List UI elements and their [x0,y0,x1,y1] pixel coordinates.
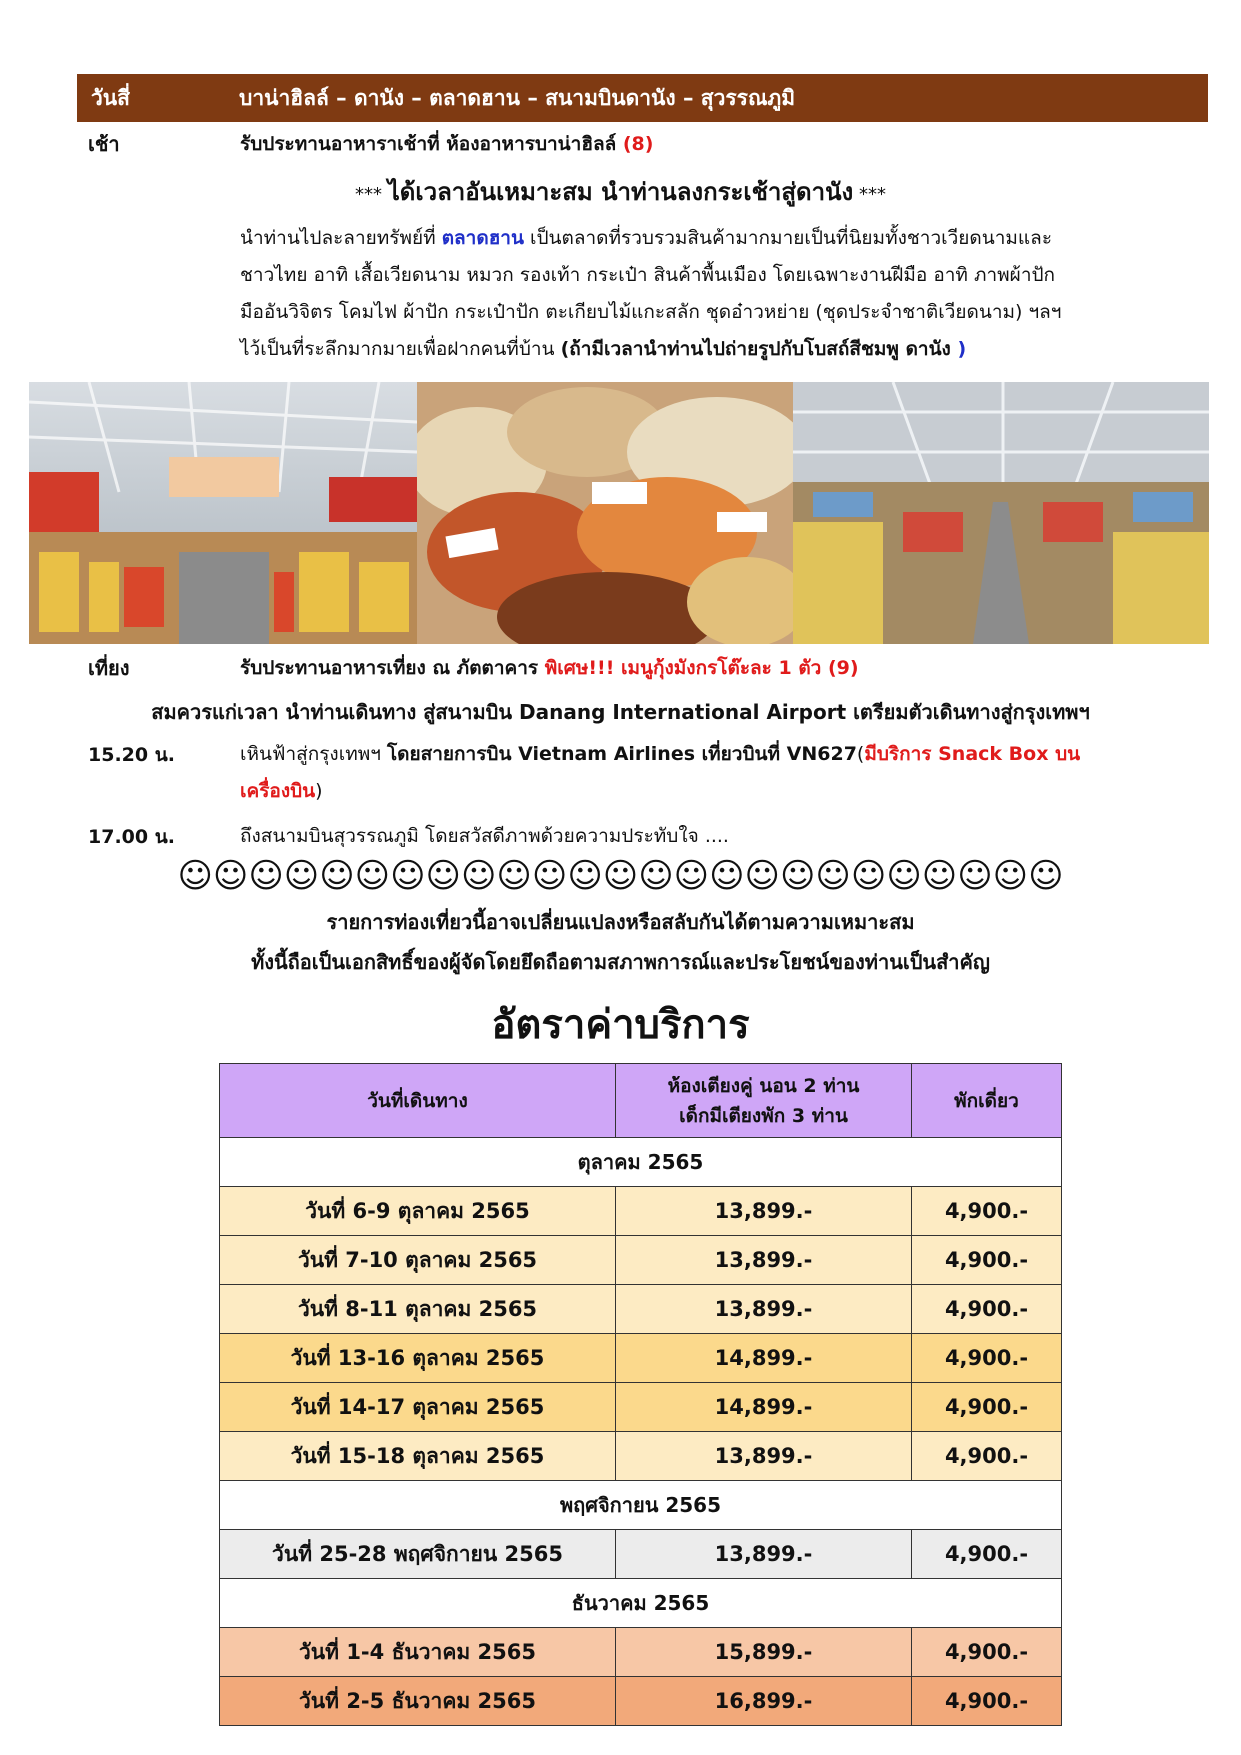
header-twin-line-1: ห้องเตียงคู่ นอน 2 ท่าน [667,1074,860,1097]
morning-meal-text: รับประทานอาหาราเช้าที่ ห้องอาหารบาน่าฮิลล์ [240,133,623,155]
travel-date-cell: วันที่ 2-5 ธันวาคม 2565 [220,1677,616,1726]
market-paragraph [240,220,1200,368]
pink-church-note: (ถ้ามีเวลานำท่านไปถ่ายรูปกับโบสถ์สีชมพู ดานัง [560,338,958,360]
twin-price-cell: 13,899.- [616,1187,912,1236]
rates-body [220,1138,1062,1726]
single-price-cell: 4,900.- [912,1383,1062,1432]
flight-text [240,736,1200,810]
day-header [77,74,1208,122]
month-label: ตุลาคม 2565 [220,1138,1062,1187]
market-photo-strip [29,382,1209,644]
notice-line-2: ทั้งนี้ถือเป็นเอกสิทธิ์ของผู้จัดโดยยึดถือตามสภาพการณ์และประโยชน์ของท่านเป็นสำคัญ [251,950,990,974]
flight-paren-close: ) [315,780,323,802]
rate-row [220,1383,1062,1432]
headline-stars-left: *** [355,184,388,205]
morning-label: เช้า [88,132,120,156]
travel-date-cell: วันที่ 25-28 พฤศจิกายน 2565 [220,1530,616,1579]
single-price-cell: 4,900.- [912,1628,1062,1677]
market-line-2: ชาวไทย อาทิ เสื้อเวียดนาม หมวก รองเท้า กระเป๋า สินค้าพื้นเมือง โดยเฉพาะงานฝีมือ อาทิ ภาพผ้าปัก [240,264,1056,286]
twin-price-cell: 13,899.- [616,1285,912,1334]
rate-row [220,1628,1062,1677]
notice-line-1: รายการท่องเที่ยวนี้อาจเปลี่ยนแปลงหรือสลับกันได้ตามความเหมาะสม [326,910,915,934]
lunch-meal-number: (9) [821,657,859,679]
cable-car-headline [0,172,1241,211]
month-label: ธันวาคม 2565 [220,1579,1062,1628]
rate-row [220,1236,1062,1285]
header-date: วันที่เดินทาง [220,1064,616,1138]
single-price-cell: 4,900.- [912,1530,1062,1579]
rate-row [220,1285,1062,1334]
market-line-1a: นำท่านไปละลายทรัพย์ที่ [240,227,442,249]
headline-text: ได้เวลาอันเหมาะสม นำท่านลงกระเช้าสู่ดานัง [387,178,854,206]
market-line-4a: ไว้เป็นที่ระลึกมากมายเพื่อฝากคนที่บ้าน [240,338,561,360]
month-row [220,1481,1062,1530]
market-interior-photo [29,382,417,644]
twin-price-cell: 13,899.- [616,1432,912,1481]
morning-meal-number: (8) [622,133,654,155]
single-price-cell: 4,900.- [912,1236,1062,1285]
smiley-row: ☺☺☺☺☺☺☺☺☺☺☺☺☺☺☺☺☺☺☺☺☺☺☺☺☺ [177,856,1064,896]
single-price-cell: 4,900.- [912,1285,1062,1334]
flight-paren-open: ( [856,743,865,765]
flight-text-a: เหินฟ้าสู่กรุงเทพฯ [240,743,387,765]
travel-date-cell: วันที่ 6-9 ตุลาคม 2565 [220,1187,616,1236]
twin-price-cell: 15,899.- [616,1628,912,1677]
lunch-label: เที่ยง [88,656,130,680]
travel-date-cell: วันที่ 13-16 ตุลาคม 2565 [220,1334,616,1383]
rate-row [220,1530,1062,1579]
arrival-text: ถึงสนามบินสุวรรณภูมิ โดยสวัสดีภาพด้วยความประทับใจ .... [240,825,729,847]
rates-table [219,1063,1062,1726]
lunch-meal-text: รับประทานอาหารเที่ยง ณ ภัตตาคาร [240,657,545,679]
travel-date-cell: วันที่ 1-4 ธันวาคม 2565 [220,1628,616,1677]
rate-row [220,1187,1062,1236]
header-single: พักเดี่ยว [912,1064,1062,1138]
lunch-text [240,650,1200,687]
rate-row [220,1334,1062,1383]
month-label: พฤศจิกายน 2565 [220,1481,1062,1530]
market-line-4 [240,331,1200,368]
twin-price-cell: 14,899.- [616,1334,912,1383]
header-twin-line-2: เด็กมีเตียงพัก 3 ท่าน [679,1104,848,1127]
market-name: ตลาดฮาน [441,227,524,249]
lunch-special: พิเศษ!!! เมนูกุ้งมังกรโต๊ะละ 1 ตัว [544,657,822,679]
flight-time: 15.20 น. [88,744,175,766]
morning-text [240,126,1200,163]
month-row [220,1579,1062,1628]
twin-price-cell: 16,899.- [616,1677,912,1726]
dried-seafood-photo [417,382,793,644]
market-line-3: มืออันวิจิตร โคมไฟ ผ้าปัก กระเป๋าปัก ตะเกียบไม้แกะสลัก ชุดอ๋าวหย่าย (ชุดประจำชาติเวียดนาม) ฯลฯ [240,301,1062,323]
twin-price-cell: 13,899.- [616,1530,912,1579]
rates-header-row [220,1064,1062,1138]
rate-row [220,1677,1062,1726]
headline-stars-right: *** [853,184,886,205]
travel-date-cell: วันที่ 14-17 ตุลาคม 2565 [220,1383,616,1432]
market-line-1b: เป็นตลาดที่รวบรวมสินค้ามากมายเป็นที่นิยมทั้งชาวเวียดนามและ [523,227,1053,249]
month-row [220,1138,1062,1187]
travel-date-cell: วันที่ 7-10 ตุลาคม 2565 [220,1236,616,1285]
pink-church-close: ) [957,338,967,360]
rate-row [220,1432,1062,1481]
travel-date-cell: วันที่ 8-11 ตุลาคม 2565 [220,1285,616,1334]
single-price-cell: 4,900.- [912,1187,1062,1236]
day-label: วันสี่ [91,85,130,110]
airport-transfer: สมควรแก่เวลา นำท่านเดินทาง สู่สนามบิน Danang International Airport เตรียมตัวเดินทางสู่กรุงเทพฯ [151,700,1090,724]
market-line-1 [240,220,1200,257]
single-price-cell: 4,900.- [912,1334,1062,1383]
travel-date-cell: วันที่ 15-18 ตุลาคม 2565 [220,1432,616,1481]
market-overview-photo [793,382,1209,644]
single-price-cell: 4,900.- [912,1677,1062,1726]
snack-box: มีบริการ Snack Box บน [864,743,1081,765]
header-twin [616,1064,912,1138]
twin-price-cell: 14,899.- [616,1383,912,1432]
single-price-cell: 4,900.- [912,1432,1062,1481]
snack-box-2: เครื่องบิน [240,780,316,802]
flight-airline: โดยสายการบิน Vietnam Airlines เที่ยวบินที่ VN627 [386,743,857,765]
arrival-time: 17.00 น. [88,826,175,848]
twin-price-cell: 13,899.- [616,1236,912,1285]
day-route: บาน่าฮิลล์ – ดานัง – ตลาดฮาน – สนามบินดานัง – สุวรรณภูมิ [239,85,796,110]
rates-title: อัตราค่าบริการ [491,1002,750,1048]
